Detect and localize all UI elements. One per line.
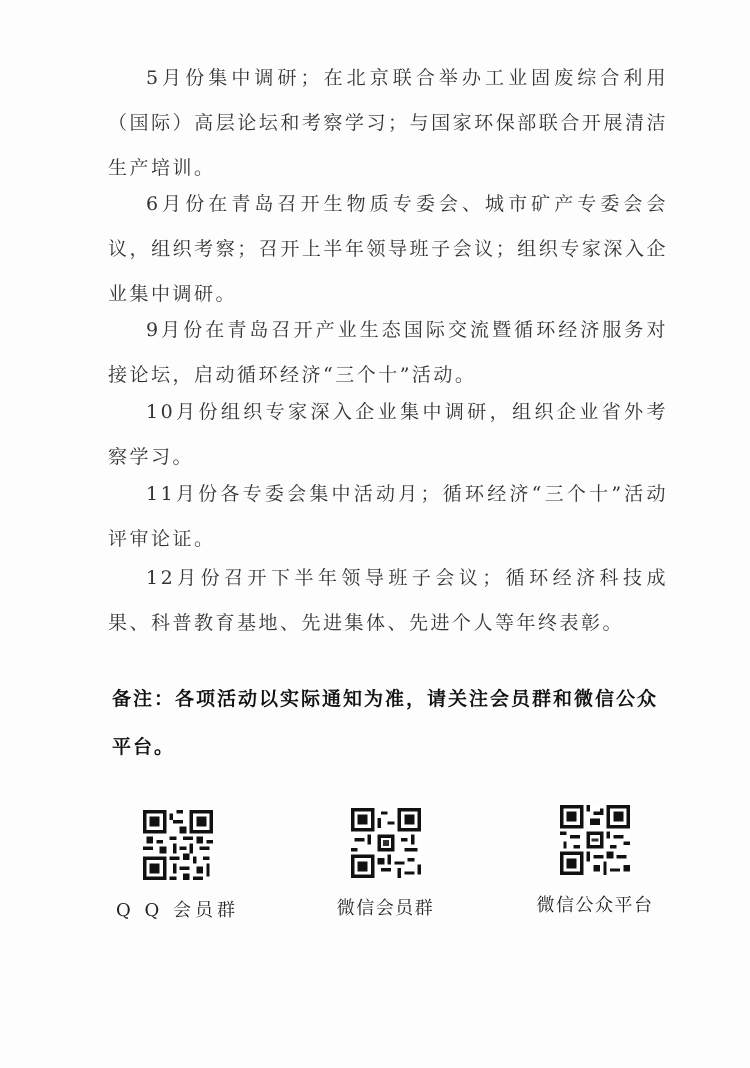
qr-code-icon	[143, 810, 213, 880]
wechat-group-qr	[318, 808, 453, 920]
paragraph-may: 5月份集中调研；在北京联合举办工业固废综合利用（国际）高层论坛和考察学习；与国家环保部联合开展清洁生产培训。	[108, 67, 668, 179]
qq-group-qr	[110, 810, 245, 922]
paragraph-november: 11月份各专委会集中活动月；循环经济“三个十”活动评审论证。	[108, 483, 668, 550]
remark-note: 备注：各项活动以实际通知为准，请关注会员群和微信公众平台。	[112, 688, 659, 758]
qq-group-label: Q Q 会员群	[116, 900, 239, 921]
qr-code-icon	[351, 808, 421, 878]
paragraph-september: 9月份在青岛召开产业生态国际交流暨循环经济服务对接论坛，启动循环经济“三个十”活动。	[108, 319, 668, 386]
paragraph-june: 6月份在青岛召开生物质专委会、城市矿产专委会会议，组织考察；召开上半年领导班子会议；组织专家深入企业集中调研。	[108, 193, 668, 305]
wechat-official-account-label: 微信公众平台	[536, 895, 654, 916]
wechat-group-label: 微信会员群	[336, 898, 435, 919]
qr-code-icon	[560, 805, 630, 875]
paragraph-december: 12月份召开下半年领导班子会议；循环经济科技成果、科普教育基地、先进集体、先进个人等年终表彰。	[108, 567, 668, 634]
paragraph-october: 10月份组织专家深入企业集中调研，组织企业省外考察学习。	[108, 401, 668, 468]
wechat-official-account-qr	[520, 805, 670, 917]
